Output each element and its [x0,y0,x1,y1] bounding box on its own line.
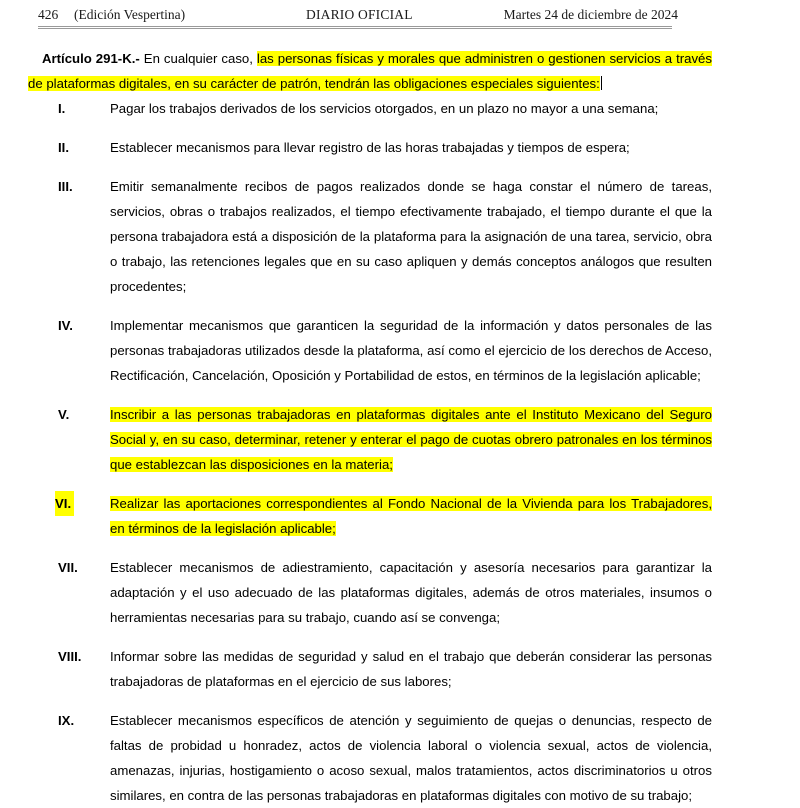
document-body [0,46,800,808]
clause-highlight-segment: Realizar las aportaciones correspondientes al Fondo Nacional de la Vivienda para los Trabajadores, en términos de la legislación aplicable; [110,496,712,536]
clause-item [0,402,800,477]
header-date: Martes 24 de diciembre de 2024 [503,7,678,22]
clause-highlight-segment: Inscribir a las personas trabajadoras en plataformas digitales ante el Instituto Mexicano del Seguro Social y, en su caso, determinar, retener y enterar el pago de cuotas obrero patronales en los términos que establezcan las disposiciones en la materia; [110,407,712,472]
clause-text: Establecer mecanismos específicos de atención y seguimiento de quejas o denuncias, respecto de faltas de probidad u honradez, actos de violencia laboral o violencia sexual, actos de violencia, amenazas, injurias, hostigamiento o acoso sexual, malos tratamientos, actos discriminatorios u otros similares, en contra de las personas trabajadoras en plataformas digitales con motivo de su trabajo; [110,713,712,803]
clause-numeral: VIII. [58,649,82,664]
clause-item [0,96,800,121]
clause-numeral: II. [58,140,69,155]
article-highlighted-text: las personas físicas y morales que administren o gestionen servicios a través de plataformas digitales, en su carácter de patrón, tendrán las obligaciones especiales siguientes: [28,51,712,91]
header-edition-label: (Edición Vespertina) [74,7,186,22]
article-intro-paragraph [0,46,800,96]
clause-text: Establecer mecanismos de adiestramiento, capacitación y asesoría necesarios para garantizar la adaptación y el uso adecuado de las plataformas digitales, además de otros materiales, insumos o herramientas necesarias para su trabajo, cuando así se convenga; [110,560,712,625]
clause-text: Informar sobre las medidas de seguridad y salud en el trabajo que deberán considerar las personas trabajadoras de plataformas en el ejercicio de sus labores; [110,649,712,689]
clause-text: Emitir semanalmente recibos de pagos realizados donde se haga constar el número de tareas, servicios, obras o trabajos realizados, el tiempo efectivamente trabajado, el tiempo durante el que la persona trabajadora está a disposición de la plataforma para la asignación de una tarea, servicio, obra o trabajo, las retenciones legales que en su caso apliquen y demás conceptos análogos que resulten procedentes; [110,179,712,294]
clause-numeral: IV. [58,318,73,333]
clause-list [0,96,800,808]
clause-text [110,402,712,477]
clause-item [0,135,800,160]
clause-numeral: IX. [58,713,75,728]
clause-numeral: VI. [55,491,74,516]
clause-item [0,491,800,541]
clause-item [0,708,800,808]
article-number-label: Artículo 291-K.- [42,51,140,66]
clause-text: Implementar mecanismos que garanticen la seguridad de la información y datos personales de las personas trabajadoras utilizados desde la plataforma, así como el ejercicio de los derechos de Acceso, Rectificación, Cancelación, Oposición y Portabilidad de estos, en términos de la legislación aplicable; [110,318,712,383]
clause-item [0,174,800,299]
text-cursor [601,76,602,90]
header-divider-rule [38,26,672,29]
clause-text [110,491,712,541]
clause-numeral: V. [58,407,70,422]
clause-text: Pagar los trabajos derivados de los servicios otorgados, en un plazo no mayor a una semana; [110,101,659,116]
clause-numeral: III. [58,179,73,194]
header-row [38,6,678,23]
running-header [0,0,800,34]
clause-text: Establecer mecanismos para llevar registro de las horas trabajadas y tiempos de espera; [110,140,630,155]
article-lead-text: En cualquier caso, [139,51,257,66]
header-page-number: 426 [38,7,59,22]
clause-item [0,644,800,694]
clause-item [0,555,800,630]
clause-item [0,313,800,388]
clause-numeral: I. [58,101,66,116]
header-publication-title: DIARIO OFICIAL [306,7,413,22]
clause-numeral: VII. [58,560,78,575]
